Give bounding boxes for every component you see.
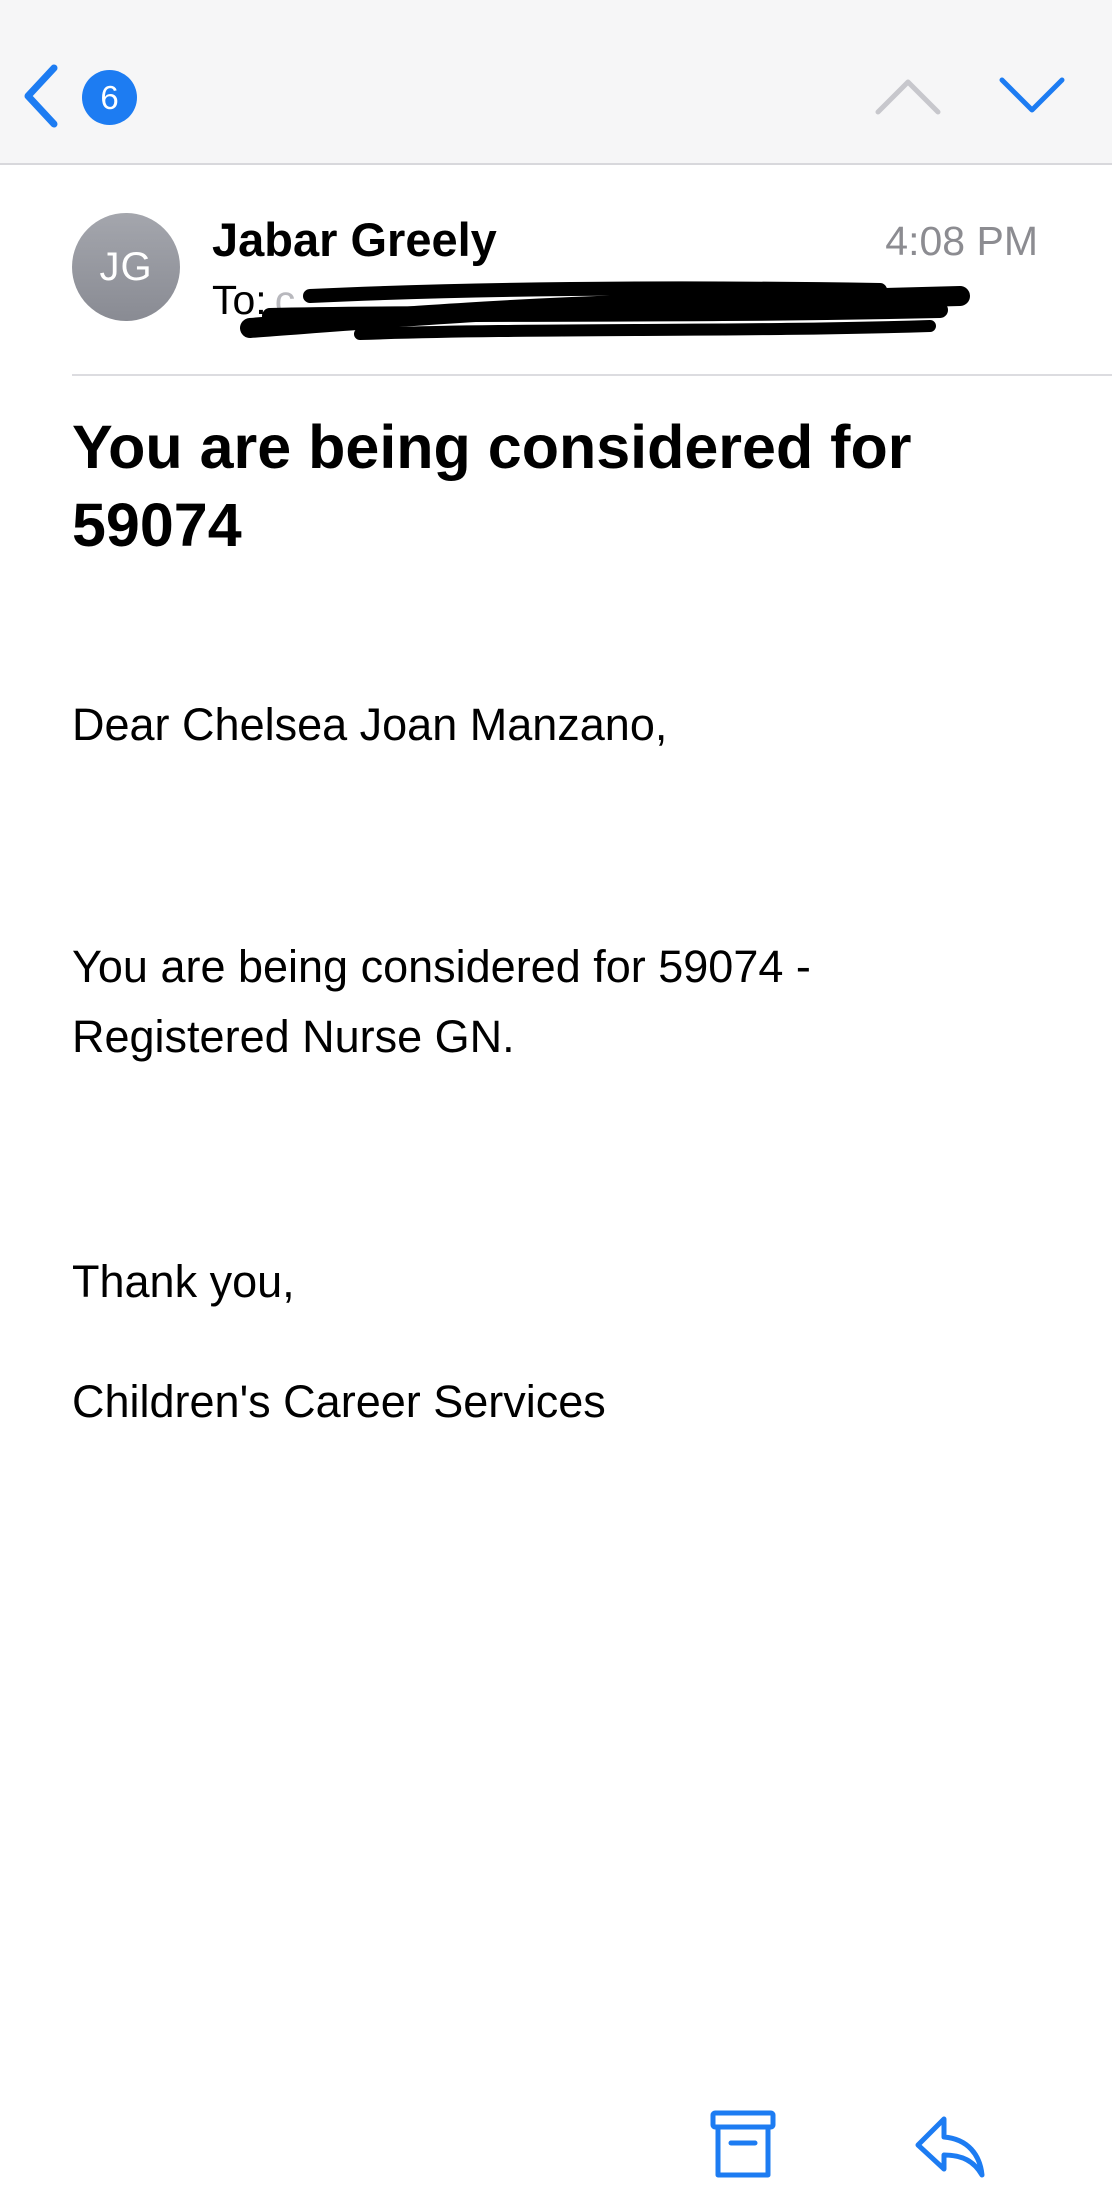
unread-count-badge[interactable]: 6	[82, 70, 137, 125]
navigation-bar	[0, 0, 1112, 165]
reply-icon[interactable]	[910, 2105, 990, 2185]
chevron-up-icon[interactable]	[868, 60, 948, 130]
email-closing: Thank you,	[72, 1256, 295, 1307]
avatar[interactable]: JG	[72, 213, 180, 321]
chevron-left-icon	[18, 60, 62, 132]
header-divider	[72, 374, 1112, 376]
recipient-address: c.	[274, 277, 307, 323]
redaction-scribble	[240, 268, 980, 348]
email-body: You are being considered for 59074 - Registered Nurse GN.	[72, 941, 811, 1062]
email-signature: Children's Career Services	[72, 1376, 606, 1427]
email-greeting: Dear Chelsea Joan Manzano,	[72, 699, 668, 750]
email-subject: You are being considered for 59074	[72, 413, 912, 559]
archive-icon[interactable]	[703, 2105, 783, 2185]
received-time: 4:08 PM	[885, 218, 1038, 264]
chevron-down-icon[interactable]	[992, 60, 1072, 130]
sender-name[interactable]: Jabar Greely	[212, 213, 497, 266]
to-label: To:	[212, 277, 267, 323]
